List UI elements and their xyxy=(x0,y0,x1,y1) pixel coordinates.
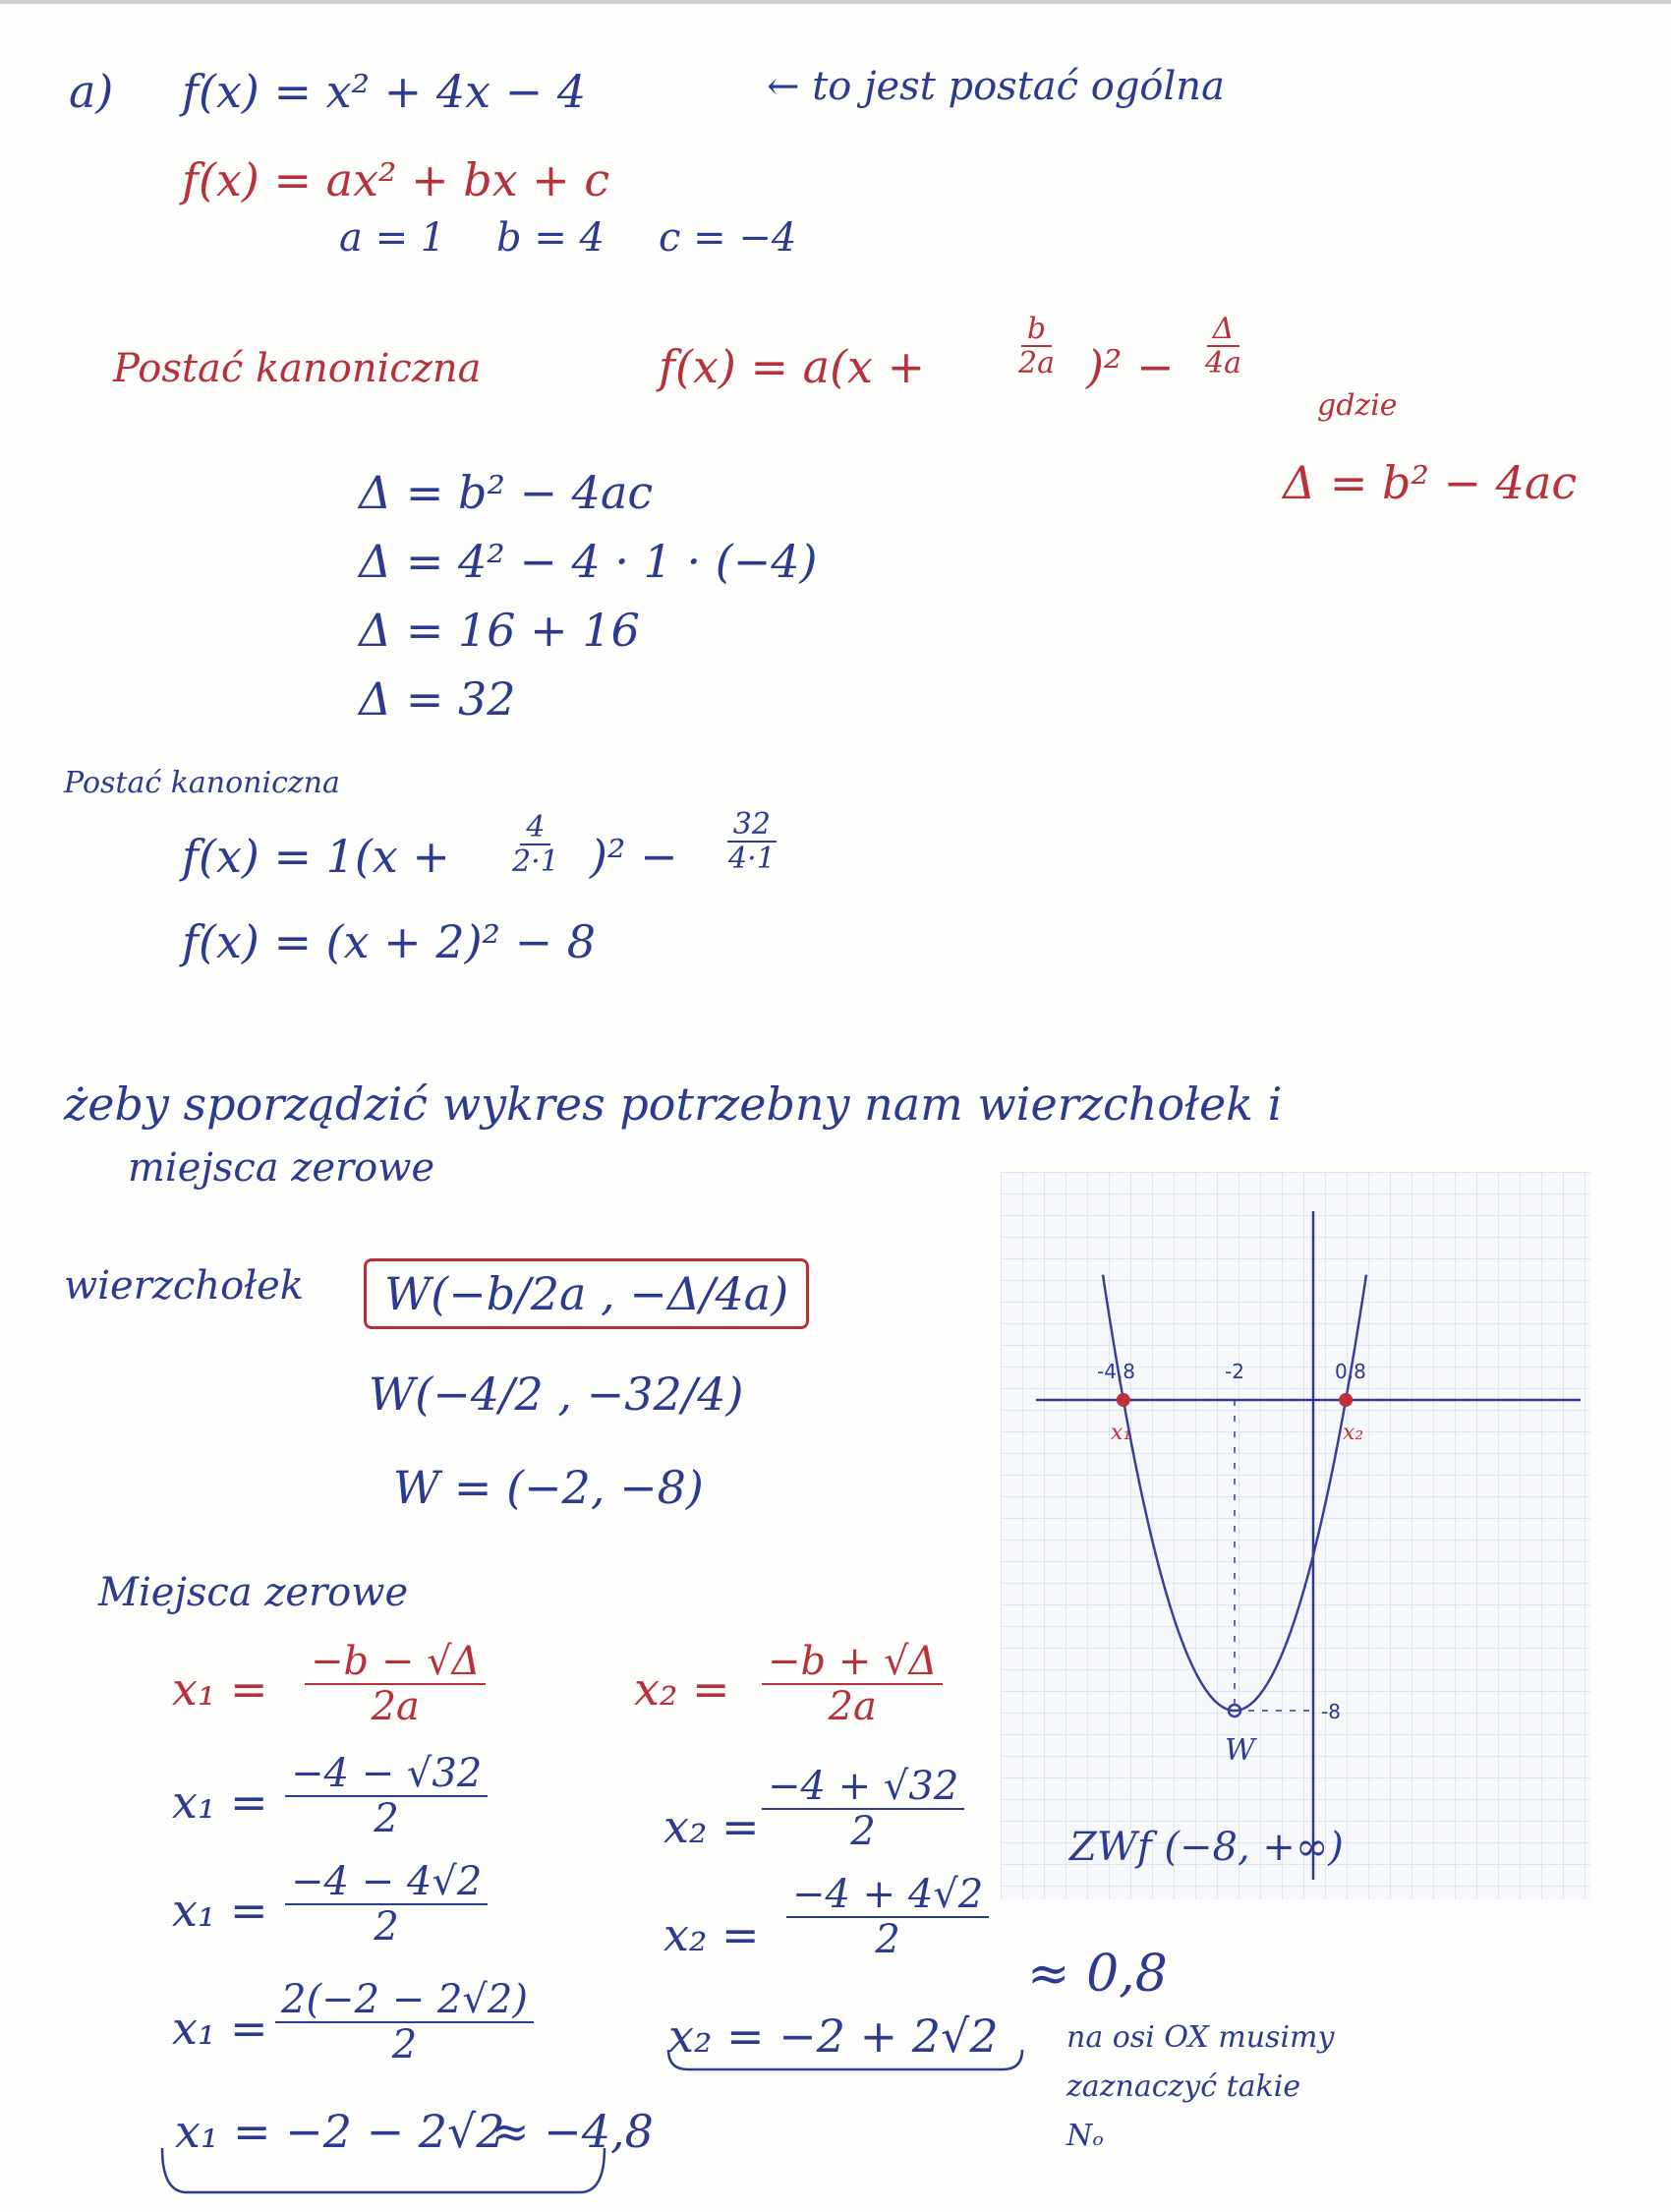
x1-formula-lhs: x₁ = xyxy=(172,1662,268,1716)
parabola-graph xyxy=(1001,1172,1590,1899)
vertex-result: W = (−2, −8) xyxy=(393,1461,704,1514)
fraction-denominator: 2 xyxy=(850,1809,876,1854)
fraction-denominator: 4·1 xyxy=(728,842,776,876)
x2-brace xyxy=(668,2050,1022,2069)
fraction-numerator: 2(−2 − 2√2) xyxy=(275,1978,534,2023)
fraction-numerator: −4 − 4√2 xyxy=(285,1860,488,1905)
fraction-denominator: 2a xyxy=(1018,346,1055,380)
vertex-substituted: W(−4/2 , −32/4) xyxy=(369,1368,744,1421)
general-equation: f(x) = x² + 4x − 4 xyxy=(182,65,587,118)
x2-formula-lhs: x₂ = xyxy=(634,1662,730,1716)
canonical-line-2: f(x) = (x + 2)² − 8 xyxy=(182,915,597,968)
fraction-denominator: 2 xyxy=(374,1904,399,1950)
canonical-calc-heading: Postać kanoniczna xyxy=(64,766,340,800)
range-label: ZWf (−8, +∞) xyxy=(1069,1825,1344,1870)
fraction-denominator: 2·1 xyxy=(512,844,559,879)
coef-b: b = 4 xyxy=(496,215,605,261)
x1-brace xyxy=(162,2148,605,2192)
fraction-denominator: 2 xyxy=(374,1796,399,1841)
delta-line-4: Δ = 32 xyxy=(359,672,516,726)
fraction-denominator: 2 xyxy=(875,1917,900,1962)
where-label: gdzie xyxy=(1317,388,1398,423)
fraction-numerator: −b + √Δ xyxy=(762,1640,943,1685)
x1-step1-lhs: x₁ = xyxy=(172,1775,268,1829)
delta-line-3: Δ = 16 + 16 xyxy=(359,604,640,657)
vertex-formula-box: W(−b/2a , −Δ/4a) xyxy=(364,1258,809,1329)
fraction-numerator: Δ xyxy=(1207,313,1240,347)
fraction-numerator: −4 + 4√2 xyxy=(786,1873,989,1918)
canonical-heading: Postać kanoniczna xyxy=(113,346,482,391)
x2-note-line-1: na osi OX musimy xyxy=(1066,2020,1335,2055)
canonical-line-1-left: f(x) = 1(x + xyxy=(182,830,450,883)
x1-label: x₁ xyxy=(1111,1421,1132,1445)
general-form-note: ← to jest postać ogólna xyxy=(767,64,1225,109)
fraction-numerator: −b − √Δ xyxy=(305,1640,486,1685)
coef-a: a = 1 xyxy=(339,215,446,261)
zeros-heading: Miejsca zerowe xyxy=(98,1570,409,1615)
x2-step1-lhs: x₂ = xyxy=(663,1800,760,1853)
fraction-denominator: 2 xyxy=(391,2022,418,2067)
delta-line-2: Δ = 4² − 4 · 1 · (−4) xyxy=(359,535,818,588)
x2-note-line-2: zaznaczyć takie xyxy=(1066,2069,1301,2104)
generic-form: f(x) = ax² + bx + c xyxy=(182,153,610,206)
canonical-formula-right: )² − xyxy=(1086,340,1175,393)
vertex-x-label: -2 xyxy=(1225,1360,1244,1383)
fraction-denominator: 2a xyxy=(371,1684,420,1729)
vertex-label: wierzchołek xyxy=(64,1263,305,1309)
fraction-numerator: −4 − √32 xyxy=(285,1752,488,1797)
x2-step2-lhs: x₂ = xyxy=(663,1908,760,1961)
fraction-numerator: 4 xyxy=(520,811,550,845)
fraction-numerator: −4 + √32 xyxy=(762,1765,964,1810)
grid-lines xyxy=(1001,1172,1590,1899)
y-minus-8-label: -8 xyxy=(1321,1700,1341,1723)
left-root-label: -4,8 xyxy=(1097,1360,1136,1383)
part-label: a) xyxy=(69,65,114,118)
fraction-numerator: 32 xyxy=(727,808,777,843)
right-root-label: 0,8 xyxy=(1335,1360,1366,1383)
x1-result: x₁ = −2 − 2√2 xyxy=(175,2105,505,2158)
x2-label: x₂ xyxy=(1343,1421,1364,1445)
x2-note-line-3: Nₒ xyxy=(1066,2119,1104,2153)
fraction-denominator: 2a xyxy=(828,1684,877,1729)
delta-definition: Δ = b² − 4ac xyxy=(1283,456,1578,509)
x1-step3-lhs: x₁ = xyxy=(172,2002,268,2055)
x2-result: x₂ = −2 + 2√2 xyxy=(668,2009,999,2063)
canonical-line-1-mid: )² − xyxy=(590,830,678,883)
root-x2-point xyxy=(1339,1393,1353,1407)
fraction-denominator: 4a xyxy=(1205,346,1241,380)
fraction-numerator: b xyxy=(1021,313,1052,347)
explanation-line-1: żeby sporządzić wykres potrzebny nam wierzchołek i xyxy=(64,1077,1283,1131)
delta-line-1: Δ = b² − 4ac xyxy=(359,466,654,519)
x1-step2-lhs: x₁ = xyxy=(172,1884,268,1937)
coef-c: c = −4 xyxy=(659,215,797,261)
vertex-w-label: W xyxy=(1225,1733,1255,1768)
root-x1-point xyxy=(1117,1393,1130,1407)
x1-approx: ≈ −4,8 xyxy=(491,2105,654,2158)
explanation-line-2: miejsca zerowe xyxy=(128,1145,435,1191)
x2-approx: ≈ 0,8 xyxy=(1027,1945,1168,2004)
canonical-formula-left: f(x) = a(x + xyxy=(659,340,926,393)
